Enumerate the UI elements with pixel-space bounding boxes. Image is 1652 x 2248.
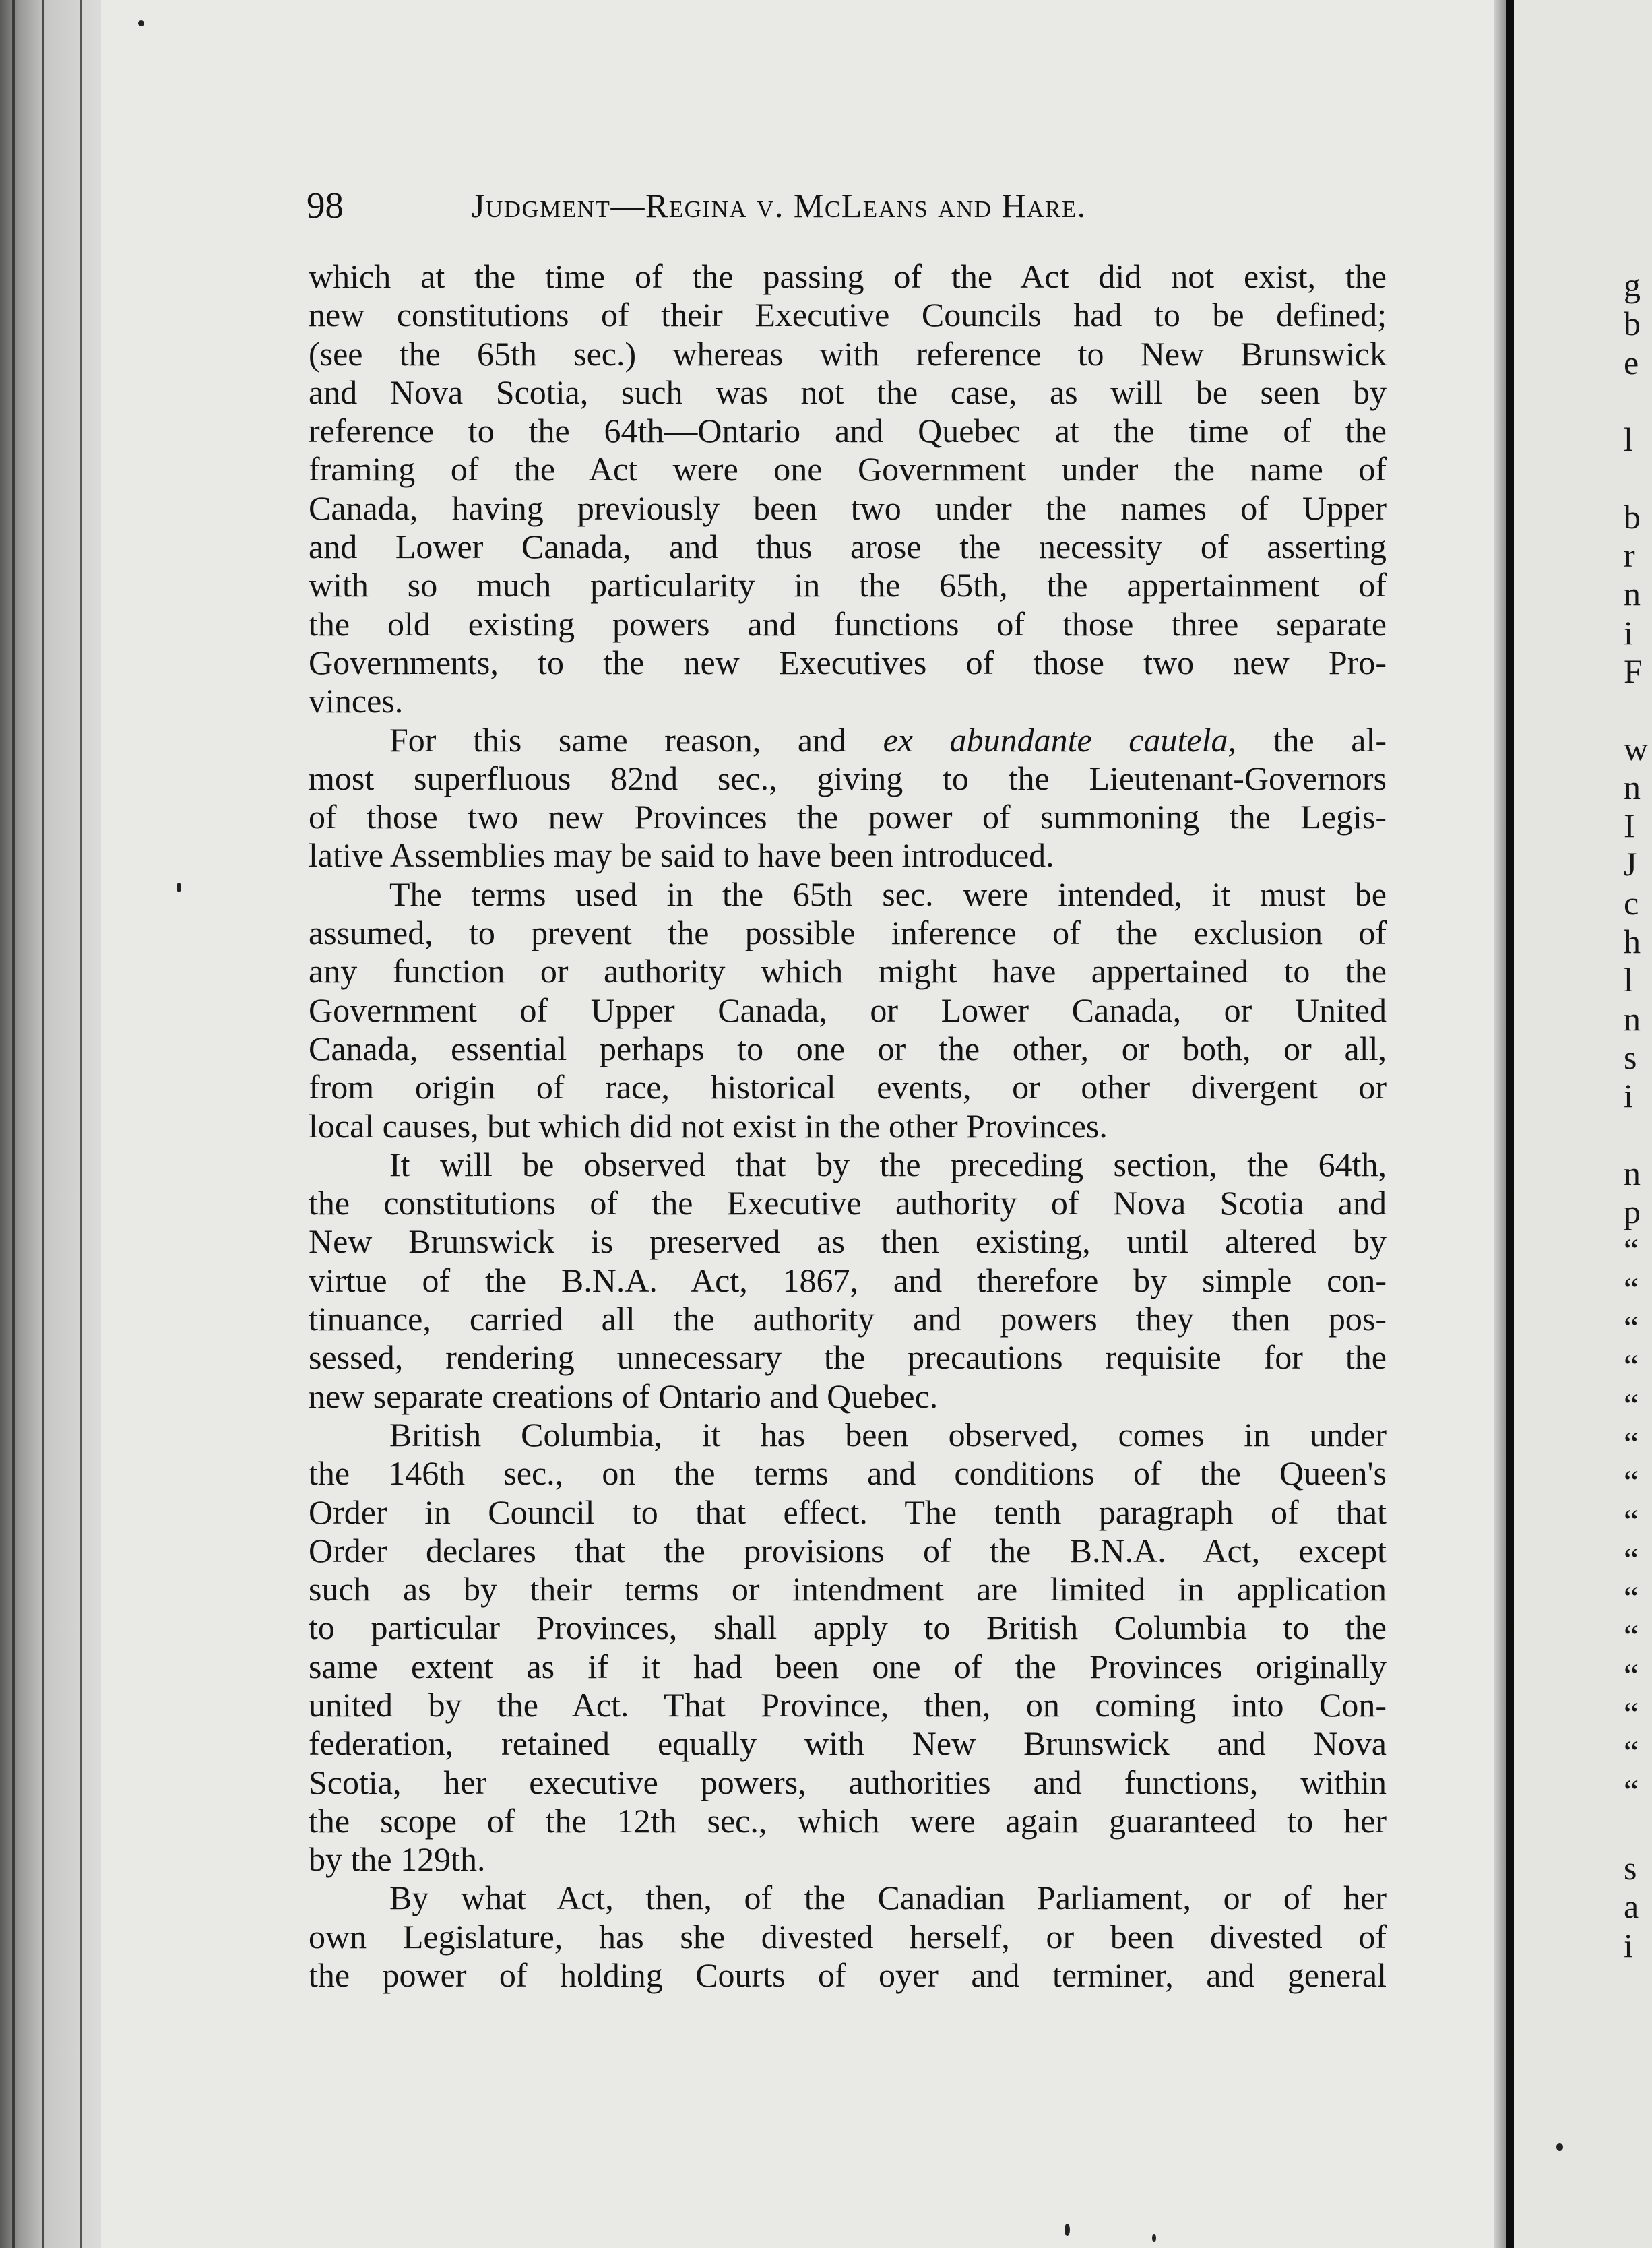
text-line: from origin of race, historical events, or other divergent or (309, 1068, 1387, 1106)
text-run: the al- (1236, 720, 1387, 759)
text-line: The terms used in the 65th sec. were intended, it must be (389, 875, 1387, 913)
edge-letter: F (1624, 652, 1643, 690)
text-line: Government of Upper Canada, or Lower Canada, or United (309, 991, 1387, 1029)
next-page-edge-text (1624, 266, 1652, 1965)
text-line: Canada, having previously been two under the names of Upper (309, 489, 1387, 527)
edge-letter: i (1624, 613, 1633, 652)
text-line: own Legislature, has she divested herself, or been divested of (309, 1917, 1387, 1956)
book-spine-shadow (0, 0, 101, 2248)
text-line: new separate creations of Ontario and Quebec. (309, 1377, 939, 1415)
edge-letter: r (1624, 536, 1635, 575)
edge-letter: “ (1624, 1385, 1639, 1424)
text-run: For this same reason, and (389, 720, 883, 759)
edge-letter (1624, 382, 1652, 420)
text-line: new constitutions of their Executive Councils had to be defined; (309, 296, 1387, 334)
text-line: of those two new Provinces the power of summoning the Legis- (309, 798, 1387, 836)
edge-letter: n (1624, 1154, 1641, 1192)
text-line: by the 129th. (309, 1840, 486, 1879)
text-line: united by the Act. That Province, then, on coming into Con- (309, 1685, 1387, 1724)
edge-letter (1624, 1811, 1652, 1849)
text-line: It will be observed that by the preceding section, the 64th, (389, 1145, 1387, 1183)
edge-letter: b (1624, 305, 1641, 343)
edge-letter: g (1624, 266, 1641, 304)
text-line: federation, retained equally with New Brunswick and Nova (309, 1724, 1387, 1763)
text-line: any function or authority which might have appertained to the (309, 952, 1387, 991)
edge-letter: “ (1624, 1733, 1639, 1772)
scan-speck (138, 20, 144, 26)
edge-letter: n (1624, 768, 1641, 806)
text-line: reference to the 64th—Ontario and Quebec at the time of the (309, 412, 1387, 450)
text-line (309, 721, 1387, 759)
text-line: New Brunswick is preserved as then existing, until altered by (309, 1222, 1387, 1261)
scan-speck (1152, 2234, 1156, 2242)
text-line: and Lower Canada, and thus arose the necessity of asserting (309, 528, 1387, 566)
edge-letter: J (1624, 845, 1637, 883)
text-line: which at the time of the passing of the Act did not exist, the (309, 257, 1387, 295)
italic-phrase: ex abundante cautela, (883, 720, 1236, 759)
edge-letter: p (1624, 1193, 1641, 1231)
text-line: the 146th sec., on the terms and conditions of the Queen's (309, 1454, 1387, 1493)
text-line: vinces. (309, 682, 404, 720)
text-line: virtue of the B.N.A. Act, 1867, and therefore by simple con- (309, 1261, 1387, 1299)
scan-speck (1065, 2224, 1070, 2236)
text-line: most superfluous 82nd sec., giving to the Lieutenant-Governors (309, 759, 1387, 797)
edge-letter: s (1624, 1038, 1637, 1076)
edge-letter: “ (1624, 1463, 1639, 1501)
body-text (309, 257, 1387, 1995)
text-line: same extent as if it had been one of the Provinces originally (309, 1647, 1387, 1685)
edge-letter: “ (1624, 1540, 1639, 1578)
edge-letter (1624, 691, 1652, 729)
text-line: British Columbia, it has been observed, comes in under (389, 1415, 1387, 1454)
text-line: such as by their terms or intendment are limited in application (309, 1570, 1387, 1609)
text-line: Scotia, her executive powers, authorities and functions, within (309, 1763, 1387, 1801)
edge-letter: w (1624, 729, 1649, 768)
page-divider (1506, 0, 1514, 2248)
text-line: (see the 65th sec.) whereas with reference to New Brunswick (309, 334, 1387, 373)
text-line: Canada, essential perhaps to one or the other, or both, or all, (309, 1029, 1387, 1067)
edge-letter: “ (1624, 1270, 1639, 1308)
text-line: Governments, to the new Executives of those two new Pro- (309, 643, 1387, 681)
text-line: By what Act, then, of the Canadian Parliament, or of her (389, 1879, 1387, 1917)
text-line: and Nova Scotia, such was not the case, as will be seen by (309, 373, 1387, 411)
spine-rule (80, 0, 82, 2248)
text-line: the power of holding Courts of oyer and terminer, and general (309, 1956, 1387, 1995)
text-line: the scope of the 12th sec., which were again guaranteed to her (309, 1801, 1387, 1840)
edge-letter: “ (1624, 1656, 1639, 1694)
text-line: to particular Provinces, shall apply to British Columbia to the (309, 1609, 1387, 1647)
edge-letter (1624, 459, 1652, 497)
edge-letter: a (1624, 1887, 1639, 1926)
text-line: tinuance, carried all the authority and powers they then pos- (309, 1300, 1387, 1338)
edge-letter: i (1624, 1926, 1633, 1964)
edge-letter: “ (1624, 1309, 1639, 1347)
running-title: Judgment—Regina v. McLeans and Hare. (472, 187, 1087, 224)
text-line: the constitutions of the Executive authority of Nova Scotia and (309, 1184, 1387, 1222)
scan-speck (177, 883, 181, 892)
edge-letter: “ (1624, 1231, 1639, 1270)
page-header (307, 182, 1388, 229)
edge-letter: “ (1624, 1772, 1639, 1810)
edge-letter: n (1624, 575, 1641, 613)
edge-letter (1624, 1116, 1652, 1154)
text-line: lative Assemblies may be said to have been introduced. (309, 836, 1054, 875)
edge-letter: b (1624, 497, 1641, 536)
edge-letter: n (1624, 999, 1641, 1038)
edge-letter: “ (1624, 1579, 1639, 1617)
spine-rule (12, 0, 15, 2248)
scan-speck (1556, 2143, 1563, 2151)
edge-letter: l (1624, 420, 1633, 459)
edge-letter: h (1624, 923, 1641, 961)
text-line: the old existing powers and functions of those three separate (309, 604, 1387, 643)
text-line: Order in Council to that effect. The tenth paragraph of that (309, 1493, 1387, 1531)
edge-letter: “ (1624, 1424, 1639, 1462)
spine-rule (42, 0, 44, 2248)
edge-letter: l (1624, 961, 1633, 999)
edge-letter: “ (1624, 1694, 1639, 1732)
edge-letter: “ (1624, 1347, 1639, 1385)
edge-letter: c (1624, 883, 1639, 922)
text-line: sessed, rendering unnecessary the precautions requisite for the (309, 1338, 1387, 1377)
text-line: Order declares that the provisions of the B.N.A. Act, except (309, 1531, 1387, 1569)
edge-letter: I (1624, 807, 1635, 845)
text-line: with so much particularity in the 65th, the appertainment of (309, 566, 1387, 604)
text-line: assumed, to prevent the possible inference of the exclusion of (309, 914, 1387, 952)
text-line: framing of the Act were one Government under the name of (309, 450, 1387, 489)
edge-letter: e (1624, 343, 1639, 381)
page-number: 98 (307, 185, 344, 226)
text-line: local causes, but which did not exist in the other Provinces. (309, 1106, 1108, 1145)
edge-letter: i (1624, 1077, 1633, 1115)
edge-letter: s (1624, 1849, 1637, 1887)
edge-letter: “ (1624, 1617, 1639, 1656)
edge-letter: “ (1624, 1501, 1639, 1540)
